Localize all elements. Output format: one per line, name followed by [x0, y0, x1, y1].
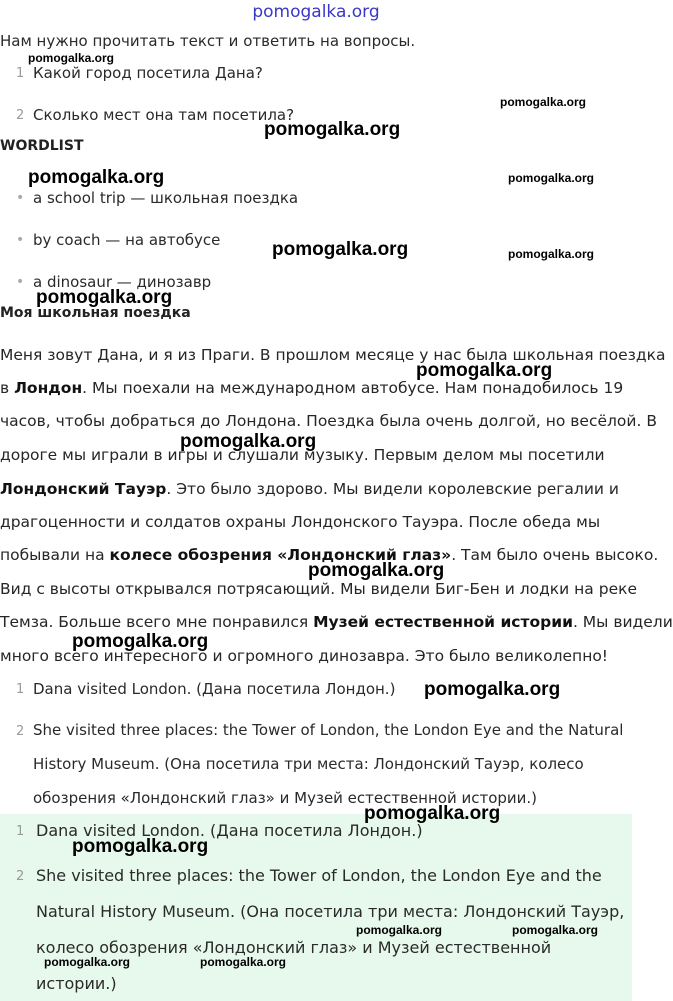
story-line: Лондонский Тауэр. Это было здорово. Мы видели королевские регалии и	[0, 480, 619, 498]
story-line: драгоценности и солдатов охраны Лондонского Тауэра. После обеда мы	[0, 513, 601, 531]
story-line: Вид с высоты открывался потрясающий. Мы видели Биг-Бен и лодки на реке	[0, 580, 637, 598]
answer-box-text: Dana visited London. (Дана посетила Лондон.)	[36, 821, 423, 840]
answer-box-text: колесо обозрения «Лондонский глаз» и Музей естественной	[36, 938, 552, 957]
bullet-icon: •	[16, 190, 25, 206]
watermark: pomogalka.org	[272, 239, 409, 260]
answer-number: 1	[16, 682, 25, 697]
story-line: много всего интересного и огромного динозавра. Это было великолепно!	[0, 647, 609, 665]
intro-text: Нам нужно прочитать текст и ответить на вопросы.	[0, 32, 416, 50]
watermark: pomogalka.org	[500, 95, 587, 109]
story-title: Моя школьная поездка	[0, 305, 191, 321]
watermark: pomogalka.org	[364, 803, 501, 824]
story-line: побывали на колесе обозрения «Лондонский глаз». Там было очень высоко.	[0, 546, 659, 564]
watermark: pomogalka.org	[180, 431, 317, 452]
wordlist-item: a school trip — школьная поездка	[33, 189, 299, 207]
watermark: pomogalka.org	[44, 955, 131, 969]
answer-text: обозрения «Лондонский глаз» и Музей естественной истории.)	[33, 789, 538, 807]
story-line: в Лондон. Мы поехали на международном автобусе. Нам понадобилось 19	[0, 379, 624, 397]
watermark: pomogalka.org	[200, 955, 287, 969]
story-line: Темза. Больше всего мне понравился Музей естественной истории. Мы видели	[0, 613, 673, 631]
question-number: 2	[16, 108, 25, 123]
watermark: pomogalka.org	[424, 679, 561, 700]
watermark: pomogalka.org	[72, 631, 209, 652]
answer-box-text: She visited three places: the Tower of London, the London Eye and the	[36, 866, 602, 885]
watermark: pomogalka.org	[512, 923, 599, 937]
wordlist-item: by coach — на автобусе	[33, 231, 221, 249]
bullet-icon: •	[16, 274, 25, 290]
question-number: 1	[16, 66, 25, 81]
watermark: pomogalka.org	[36, 287, 173, 308]
answer-text: She visited three places: the Tower of London, the London Eye and the Natural	[33, 721, 624, 739]
wordlist-title: WORDLIST	[0, 138, 84, 154]
watermark: pomogalka.org	[356, 923, 443, 937]
question-text: Сколько мест она там посетила?	[33, 106, 295, 124]
wordlist-item: a dinosaur — динозавр	[33, 273, 212, 291]
answer-box-text: истории.)	[36, 974, 117, 993]
answer-text: History Museum. (Она посетила три места: Лондонский Тауэр, колесо	[33, 755, 584, 773]
watermark: pomogalka.org	[308, 560, 445, 581]
answer-number: 2	[16, 724, 25, 739]
answer-box-number: 2	[16, 869, 25, 884]
answer-box-number: 1	[16, 824, 25, 839]
watermark: pomogalka.org	[508, 171, 595, 185]
watermark: pomogalka.org	[416, 360, 553, 381]
answer-text: Dana visited London. (Дана посетила Лондон.)	[33, 680, 396, 698]
watermark: pomogalka.org	[28, 167, 165, 188]
watermark: pomogalka.org	[508, 247, 595, 261]
answer-box-text: Natural History Museum. (Она посетила три места: Лондонский Тауэр,	[36, 902, 625, 921]
story-line: дороге мы играли в игры и слушали музыку. Первым делом мы посетили	[0, 446, 605, 464]
watermark: pomogalka.org	[72, 836, 209, 857]
question-text: Какой город посетила Дана?	[33, 64, 263, 82]
watermark: pomogalka.org	[28, 51, 115, 65]
bullet-icon: •	[16, 232, 25, 248]
watermark: pomogalka.org	[264, 119, 401, 140]
site-link[interactable]: pomogalka.org	[252, 2, 380, 22]
story-line: часов, чтобы добраться до Лондона. Поездка была очень долгой, но весёлой. В	[0, 412, 657, 430]
story-line: Меня зовут Дана, и я из Праги. В прошлом месяце у нас была школьная поездка	[0, 346, 666, 364]
